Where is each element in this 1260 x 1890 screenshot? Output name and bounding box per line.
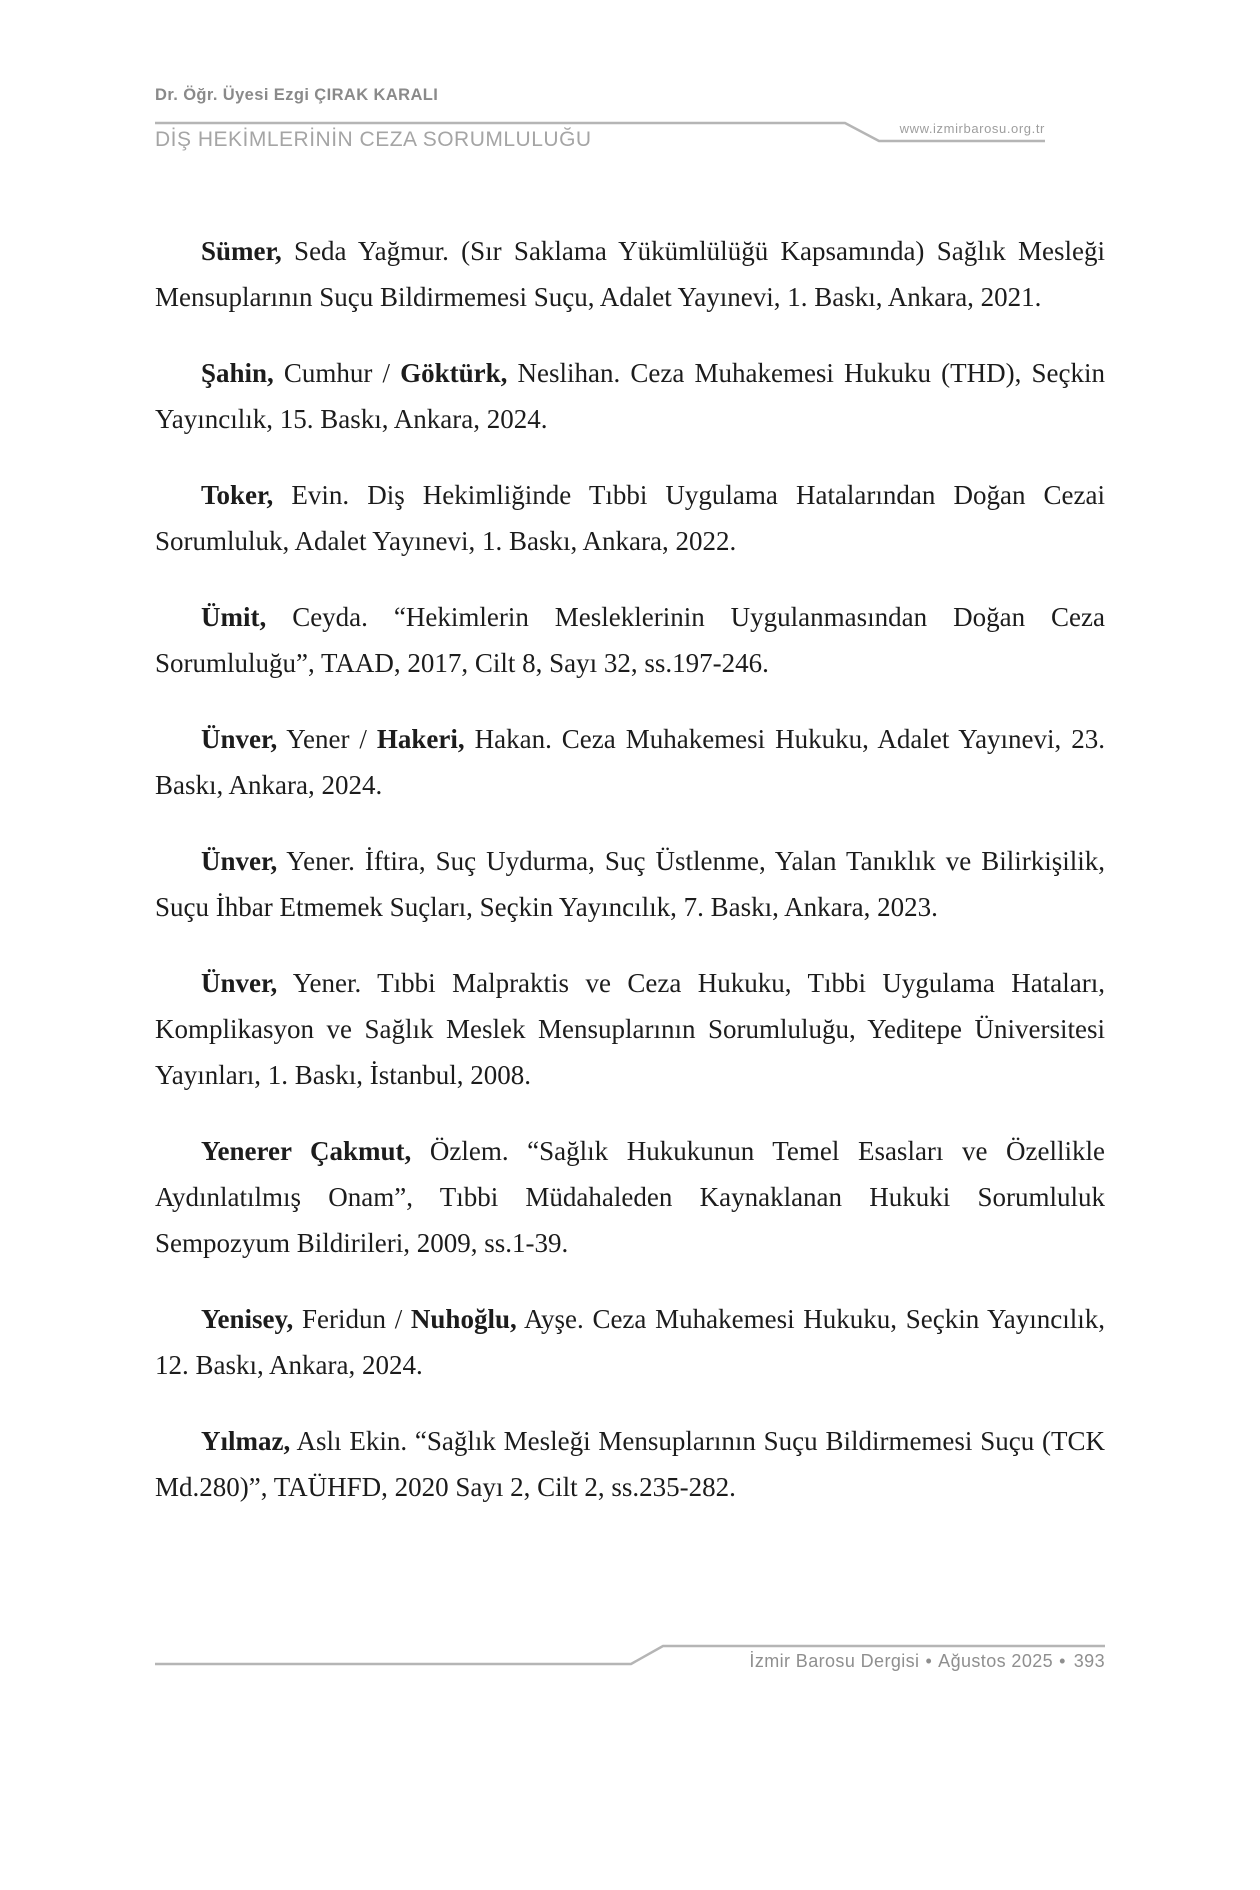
entry-author-name: Ümit, [201,602,267,632]
website-url: www.izmirbarosu.org.tr [899,121,1045,136]
bibliography-entry: Ünver, Yener. Tıbbi Malpraktis ve Ceza Hukuku, Tıbbi Uygulama Hataları, Komplikasyon ve Sağlık Meslek Mensuplarının Sorumluluğu, Yeditepe Üniversitesi Yayınları, 1. Baskı, İstanbul, 2008. [155,968,1105,1090]
entry-author-name: Göktürk, [400,358,508,388]
entry-author-name: Yenerer Çakmut, [201,1136,412,1166]
bibliography-entry: Yenisey, Feridun / Nuhoğlu, Ayşe. Ceza Muhakemesi Hukuku, Seçkin Yayıncılık, 12. Baskı, Ankara, 2024. [155,1304,1105,1380]
entry-author-name: Toker, [201,480,274,510]
entry-author-name: Sümer, [201,236,282,266]
bibliography [155,228,1105,1540]
entry-author-name: Ünver, [201,968,278,998]
bullet-separator: • [925,1651,933,1671]
entry-author-name: Ünver, [201,724,278,754]
entry-author-name: Ünver, [201,846,278,876]
article-title: DİŞ HEKİMLERİNİN CEZA SORUMLULUĞU [155,128,592,151]
bullet-separator: • [1059,1651,1066,1671]
bibliography-entry: Yılmaz, Aslı Ekin. “Sağlık Mesleği Mensuplarının Suçu Bildirmemesi Suçu (TCK Md.280)”, TAÜHFD, 2020 Sayı 2, Cilt 2, ss.235-282. [155,1426,1105,1502]
bibliography-entry: Ünver, Yener. İftira, Suç Uydurma, Suç Üstlenme, Yalan Tanıklık ve Bilirkişilik, Suçu İhbar Etmemek Suçları, Seçkin Yayıncılık, 7. Baskı, Ankara, 2023. [155,846,1105,922]
entry-author-name: Yılmaz, [201,1426,291,1456]
entry-author-name: Hakeri, [376,724,465,754]
bibliography-entry: Ümit, Ceyda. “Hekimlerin Mesleklerinin Uygulanmasından Doğan Ceza Sorumluluğu”, TAAD, 2017, Cilt 8, Sayı 32, ss.197-246. [155,602,1105,678]
issue-date: Ağustos 2025 [938,1651,1054,1671]
page-number: 393 [1073,1651,1105,1671]
bibliography-entry: Ünver, Yener / Hakeri, Hakan. Ceza Muhakemesi Hukuku, Adalet Yayınevi, 23. Baskı, Ankara, 2024. [155,724,1105,800]
author-name: Dr. Öğr. Üyesi Ezgi ÇIRAK KARALI [155,86,439,104]
entry-author-name: Şahin, [201,358,274,388]
entry-author-name: Nuhoğlu, [410,1304,517,1334]
footer-info [749,1651,1105,1672]
bibliography-entry: Toker, Evin. Diş Hekimliğinde Tıbbi Uygulama Hatalarından Doğan Cezai Sorumluluk, Adalet Yayınevi, 1. Baskı, Ankara, 2022. [155,480,1105,556]
entry-author-name: Yenisey, [201,1304,294,1334]
journal-name: İzmir Barosu Dergisi [749,1651,920,1671]
bibliography-entry: Yenerer Çakmut, Özlem. “Sağlık Hukukunun Temel Esasları ve Özellikle Aydınlatılmış Onam”, Tıbbi Müdahaleden Kaynaklanan Hukuki Sorumluluk Sempozyum Bildirileri, 2009, ss.1-39. [155,1136,1105,1258]
bibliography-entry: Şahin, Cumhur / Göktürk, Neslihan. Ceza Muhakemesi Hukuku (THD), Seçkin Yayıncılık, 15. Baskı, Ankara, 2024. [155,358,1105,434]
bibliography-entry: Sümer, Seda Yağmur. (Sır Saklama Yükümlülüğü Kapsamında) Sağlık Mesleği Mensuplarının Suçu Bildirmemesi Suçu, Adalet Yayınevi, 1. Baskı, Ankara, 2021. [155,236,1105,312]
